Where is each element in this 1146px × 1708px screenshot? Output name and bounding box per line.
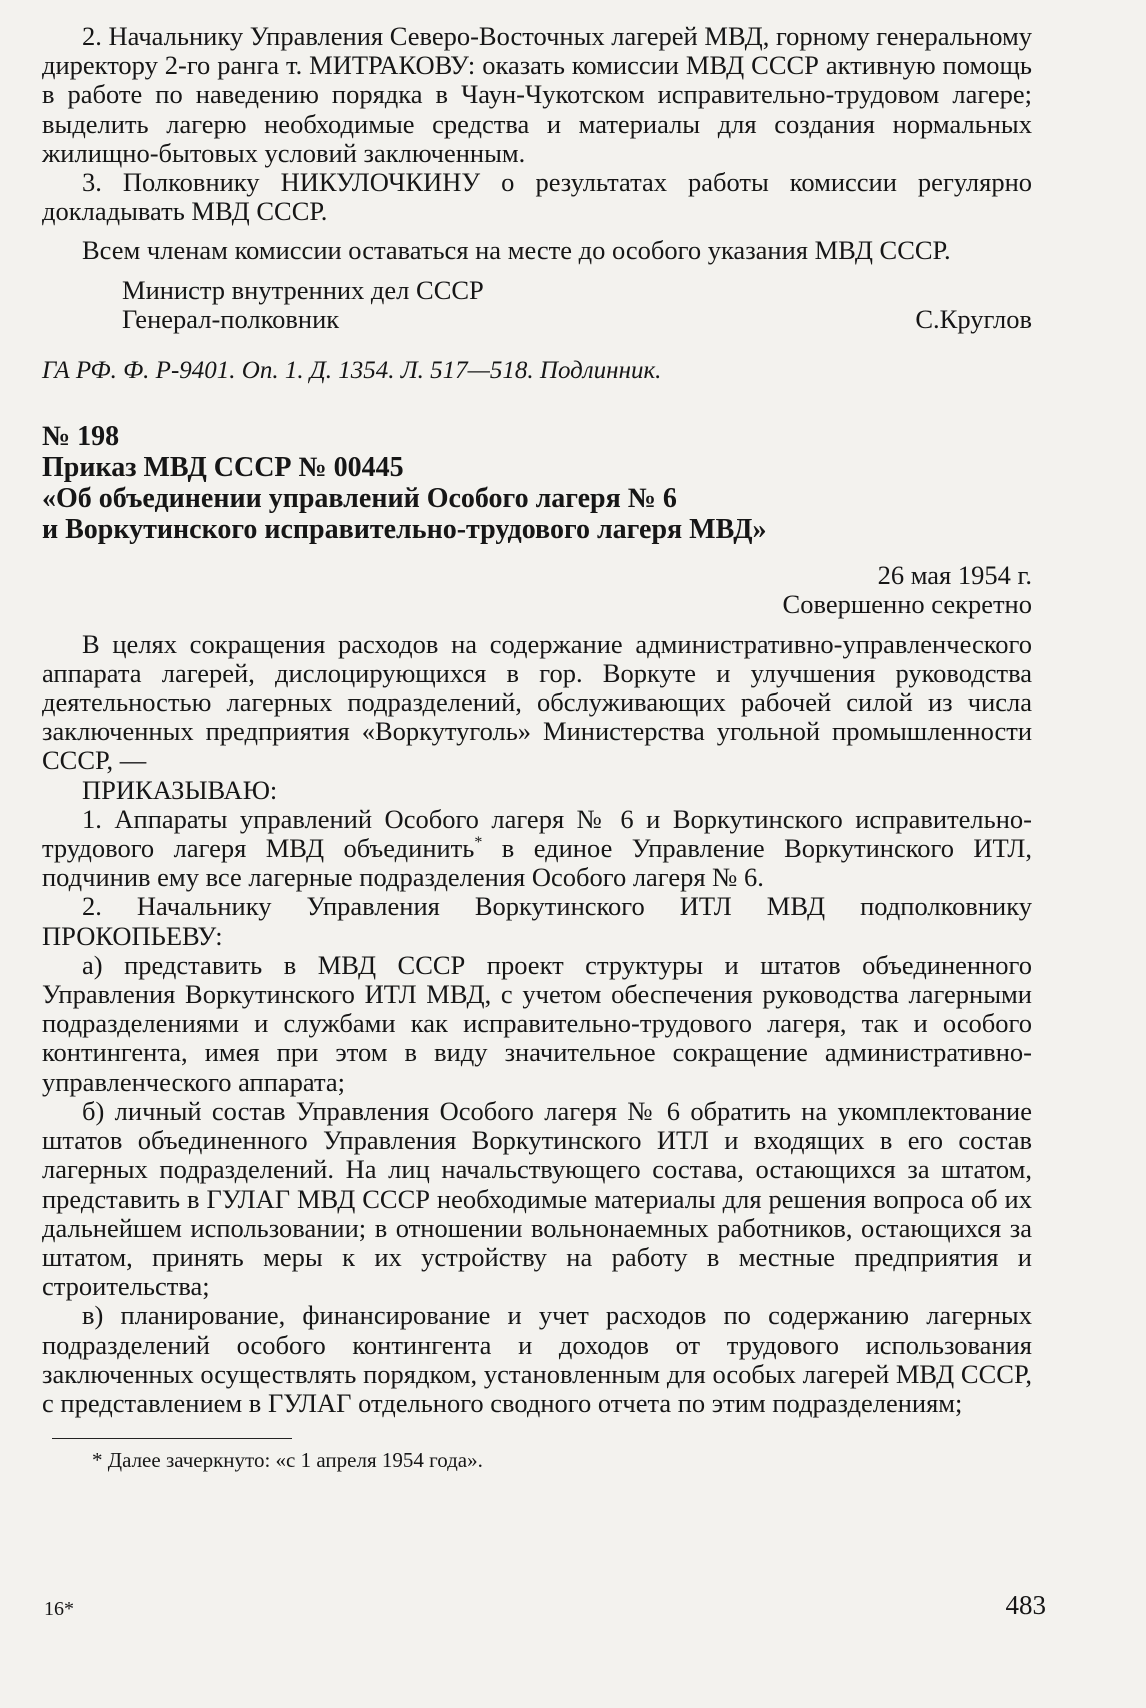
footnote-marker: * — [474, 834, 483, 852]
document-heading — [42, 421, 1032, 545]
signature-row — [42, 305, 1032, 334]
page-number: 483 — [1005, 1590, 1046, 1620]
point-1-text-b: в единое Управление Воркутинского ИТЛ, подчинив ему все лагерные подразделения Особого лагеря № 6. — [42, 833, 1032, 893]
paragraph-commission-members: Всем членам комиссии оставаться на месте до особого указания МВД СССР. — [82, 235, 951, 266]
document-number: № 198 — [42, 421, 120, 453]
document-title-line-1: Приказ МВД СССР № 00445 — [42, 452, 404, 484]
document-title-line-2: «Об объединении управлений Особого лагеря № 6 — [42, 483, 677, 515]
point-1 — [42, 805, 1032, 893]
signature-name: С.Круглов — [915, 303, 1032, 334]
order-word: ПРИКАЗЫВАЮ: — [82, 774, 278, 805]
point-1-text-a: 1. Аппараты управлений Особого лагеря № 6 и Воркутинского исправительно-трудового лагеря МВД объединить — [42, 803, 1032, 864]
footnote: * Далее зачеркнуто: «с 1 апреля 1954 года». — [92, 1448, 483, 1473]
signature-rank: Генерал-полковник — [122, 303, 340, 334]
preamble: В целях сокращения расходов на содержание административно-управленческого аппарата лагерей, дислоцирующихся в гор. Воркуте и улучшения руководства деятельностью лагерных подразделений, обслуживающих рабочей силой из числа заключенных предприятия «Воркутуголь» Министерства угольной промышленности СССР, — — [42, 628, 1032, 776]
point-2v: в) планирование, финансирование и учет расходов по содержанию лагерных подразделений особого контингента и доходов от трудового использования заключенных осуществлять порядком, установленным для особых лагерей МВД СССР, с представлением в ГУЛАГ отдельного сводного отчета по этим подразделениям; — [42, 1300, 1032, 1418]
paragraph-item-3: 3. Полковнику НИКУЛОЧКИНУ о результатах работы комиссии регулярно докладывать МВД СССР. — [42, 167, 1032, 227]
point-2b: б) личный состав Управления Особого лагеря № 6 обратить на укомплектование штатов объединенного Управления Воркутинского ИТЛ и входящих в его состав лагерных подразделений. На лиц начальствующего состава, остающихся за штатом, представить в ГУЛАГ МВД СССР необходимые материалы для решения вопроса об их дальнейшем использовании; в отношении вольнонаемных работников, остающихся за штатом, принять меры к их устройству на работу в местные предприятия и строительства; — [42, 1095, 1032, 1302]
signature-folio-mark: 16* — [44, 1598, 74, 1620]
page-text-column — [42, 22, 1032, 1473]
document-title-line-3: и Воркутинского исправительно-трудового лагеря МВД» — [42, 514, 767, 546]
document-date: 26 мая 1954 г. — [877, 560, 1032, 591]
point-2: 2. Начальнику Управления Воркутинского ИТЛ МВД подполковнику ПРОКОПЬЕВУ: — [42, 891, 1032, 951]
signature-title: Министр внутренних дел СССР — [122, 274, 484, 305]
archive-source: ГА РФ. Ф. Р-9401. Оп. 1. Д. 1354. Л. 517—518. Подлинник. — [42, 357, 662, 385]
footnote-divider — [52, 1438, 292, 1439]
secrecy-stamp: Совершенно секретно — [782, 589, 1032, 620]
point-2a: а) представить в МВД СССР проект структуры и штатов объединенного Управления Воркутинского ИТЛ МВД, с учетом обеспечения руководства лагерными подразделениями и службами как исправительно-трудового лагеря, так и особого контингента, имея при этом в виду значительное сокращение административно-управленческого аппарата; — [42, 949, 1032, 1097]
paragraph-item-2: 2. Начальнику Управления Северо-Восточных лагерей МВД, горному генеральному директору 2-го ранга т. МИТРАКОВУ: оказать комиссии МВД СССР активную помощь в работе по наведению порядка в Чаун-Чукотском исправительно-трудовом лагере; выделить лагерю необходимые средства и материалы для создания нормальных жилищно-бытовых условий заключенным. — [42, 21, 1032, 168]
